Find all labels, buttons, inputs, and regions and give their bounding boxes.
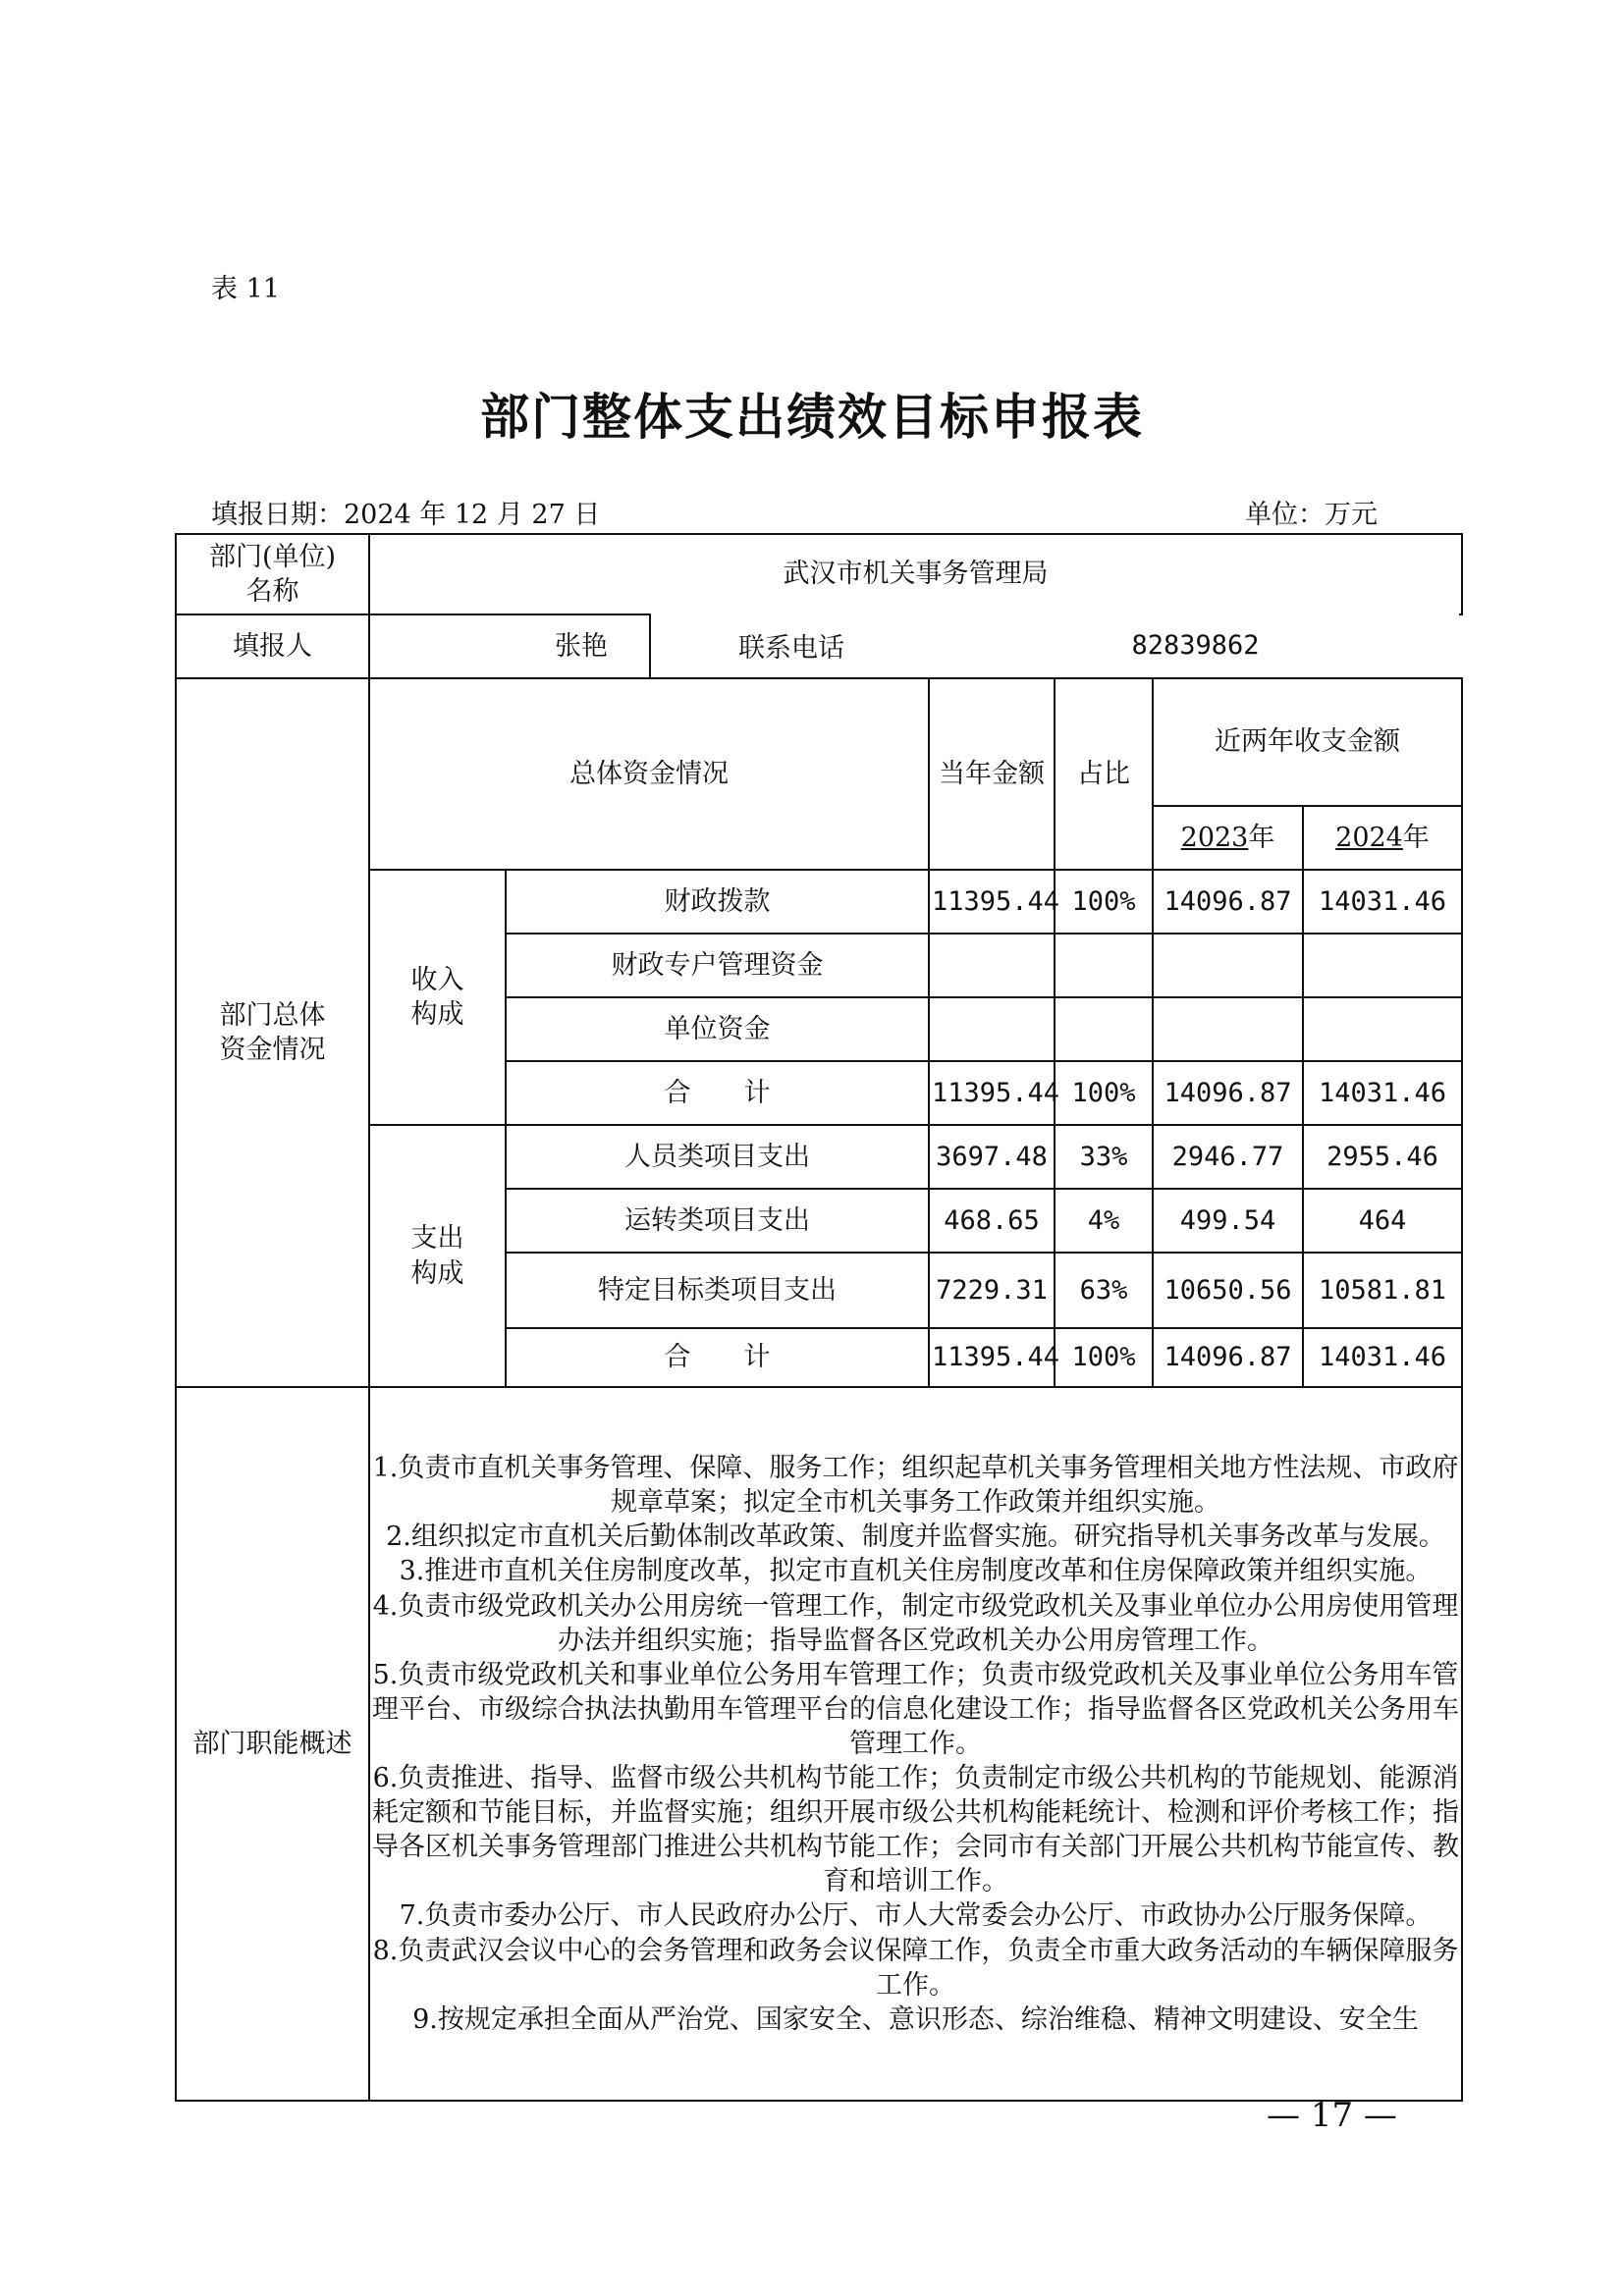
amount-2023: 14096.87 xyxy=(1153,1328,1303,1387)
year-suffix: 年 xyxy=(1248,822,1275,853)
amount-2023: 499.54 xyxy=(1153,1189,1303,1253)
amount-2023 xyxy=(1153,997,1303,1061)
row-name: 人员类项目支出 xyxy=(506,1125,929,1189)
share: 100% xyxy=(1055,870,1153,934)
functions-text xyxy=(369,1387,1462,2101)
current-amount xyxy=(929,997,1055,1061)
functions-row xyxy=(176,1387,1462,2101)
current-amount: 468.65 xyxy=(929,1189,1055,1253)
year-2023-header xyxy=(1153,806,1303,870)
page-number: — 17 — xyxy=(1267,2096,1397,2135)
row-name: 运转类项目支出 xyxy=(506,1189,929,1253)
share-header: 占比 xyxy=(1055,678,1153,870)
filler-value: 张艳 xyxy=(369,614,929,678)
function-item: 2.组织拟定市直机关后勤体制改革政策、制度并监督实施。研究指导机关事务改革与发展。 xyxy=(386,1522,1445,1553)
year-2024: 2024 xyxy=(1335,822,1403,853)
share: 100% xyxy=(1055,1328,1153,1387)
table-row xyxy=(176,1125,1462,1189)
row-name: 合 计 xyxy=(506,1061,929,1125)
amount-2024: 464 xyxy=(1303,1189,1462,1253)
income-group-label: 收入构成 xyxy=(369,870,506,1125)
row-name: 特定目标类项目支出 xyxy=(506,1253,929,1328)
share xyxy=(1055,997,1153,1061)
dept-name-value: 武汉市机关事务管理局 xyxy=(369,534,1462,614)
overall-funds-header: 总体资金情况 xyxy=(369,678,929,870)
amount-2023: 14096.87 xyxy=(1153,870,1303,934)
phone-label: 联系电话 xyxy=(649,614,934,677)
table-label: 表 11 xyxy=(211,274,280,304)
function-item: 4.负责市级党政机关办公用房统一管理工作，制定市级党政机关及事业单位办公用房使用管理办法并组织实施；指导监督各区党政机关办公用房管理工作。 xyxy=(372,1590,1459,1656)
share: 33% xyxy=(1055,1125,1153,1189)
current-amount-header: 当年金额 xyxy=(929,678,1055,870)
current-amount xyxy=(929,934,1055,997)
amount-2024: 2955.46 xyxy=(1303,1125,1462,1189)
table-row xyxy=(176,870,1462,934)
year-2024-header xyxy=(1303,806,1462,870)
dept-name-label: 部门(单位)名称 xyxy=(176,534,369,614)
row-name: 财政专户管理资金 xyxy=(506,934,929,997)
year-2023: 2023 xyxy=(1180,822,1249,853)
row-name: 单位资金 xyxy=(506,997,929,1061)
share: 100% xyxy=(1055,1061,1153,1125)
functions-label: 部门职能概述 xyxy=(176,1387,369,2101)
dept-name-row xyxy=(176,534,1462,614)
function-item: 3.推进市直机关住房制度改革，拟定市直机关住房制度改革和住房保障政策并组织实施。 xyxy=(399,1556,1433,1587)
amount-2023: 2946.77 xyxy=(1153,1125,1303,1189)
current-amount: 3697.48 xyxy=(929,1125,1055,1189)
fill-date: 填报日期：2024 年 12 月 27 日 xyxy=(211,500,601,530)
function-item: 9.按规定承担全面从严治党、国家安全、意识形态、综治维稳、精神文明建设、安全生 xyxy=(412,2003,1419,2035)
page-title: 部门整体支出绩效目标申报表 xyxy=(480,389,1144,446)
share: 63% xyxy=(1055,1253,1153,1328)
year-suffix: 年 xyxy=(1402,822,1430,853)
function-item: 6.负责推进、指导、监督市级公共机构节能工作；负责制定市级公共机构的节能规划、能源消耗定额和节能目标，并监督实施；组织开展市级公共机构能耗统计、检测和评价考核工作；指导各区机关事务管理部门推进公共机构节能工作；会同市有关部门开展公共机构节能宣传、教育和培训工作。 xyxy=(372,1763,1459,1897)
function-item: 1.负责市直机关事务管理、保障、服务工作；组织起草机关事务管理相关地方性法规、市政府规章草案；拟定全市机关事务工作政策并组织实施。 xyxy=(372,1453,1459,1519)
function-item: 7.负责市委办公厅、市人民政府办公厅、市人大常委会办公厅、市政协办公厅服务保障。 xyxy=(399,1900,1433,1932)
expense-group-label: 支出构成 xyxy=(369,1125,506,1387)
function-item: 5.负责市级党政机关和事业单位公务用车管理工作；负责市级党政机关及事业单位公务用车管理平台、市级综合执法执勤用车管理平台的信息化建设工作；指导监督各区党政机关公务用车管理工作。 xyxy=(372,1659,1459,1759)
amount-2024: 10581.81 xyxy=(1303,1253,1462,1328)
current-amount: 11395.44 xyxy=(929,1061,1055,1125)
amount-2023: 14096.87 xyxy=(1153,1061,1303,1125)
recent-years-header: 近两年收支金额 xyxy=(1153,678,1462,806)
current-amount: 11395.44 xyxy=(929,1328,1055,1387)
row-name: 合 计 xyxy=(506,1328,929,1387)
function-item: 8.负责武汉会议中心的会务管理和政务会议保障工作，负责全市重大政务活动的车辆保障服务工作。 xyxy=(372,1935,1459,2001)
funds-section-label: 部门总体资金情况 xyxy=(176,678,369,1387)
performance-target-table xyxy=(175,533,1463,2102)
amount-2024 xyxy=(1303,997,1462,1061)
filler-label: 填报人 xyxy=(176,614,369,678)
share xyxy=(1055,934,1153,997)
funds-header-row xyxy=(176,678,1462,806)
phone-value: 82839862 xyxy=(932,614,1459,677)
share: 4% xyxy=(1055,1189,1153,1253)
current-amount: 11395.44 xyxy=(929,870,1055,934)
amount-2023: 10650.56 xyxy=(1153,1253,1303,1328)
amount-2024: 14031.46 xyxy=(1303,1328,1462,1387)
unit-label: 单位：万元 xyxy=(1245,500,1378,530)
amount-2023 xyxy=(1153,934,1303,997)
amount-2024 xyxy=(1303,934,1462,997)
current-amount: 7229.31 xyxy=(929,1253,1055,1328)
row-name: 财政拨款 xyxy=(506,870,929,934)
amount-2024: 14031.46 xyxy=(1303,870,1462,934)
amount-2024: 14031.46 xyxy=(1303,1061,1462,1125)
